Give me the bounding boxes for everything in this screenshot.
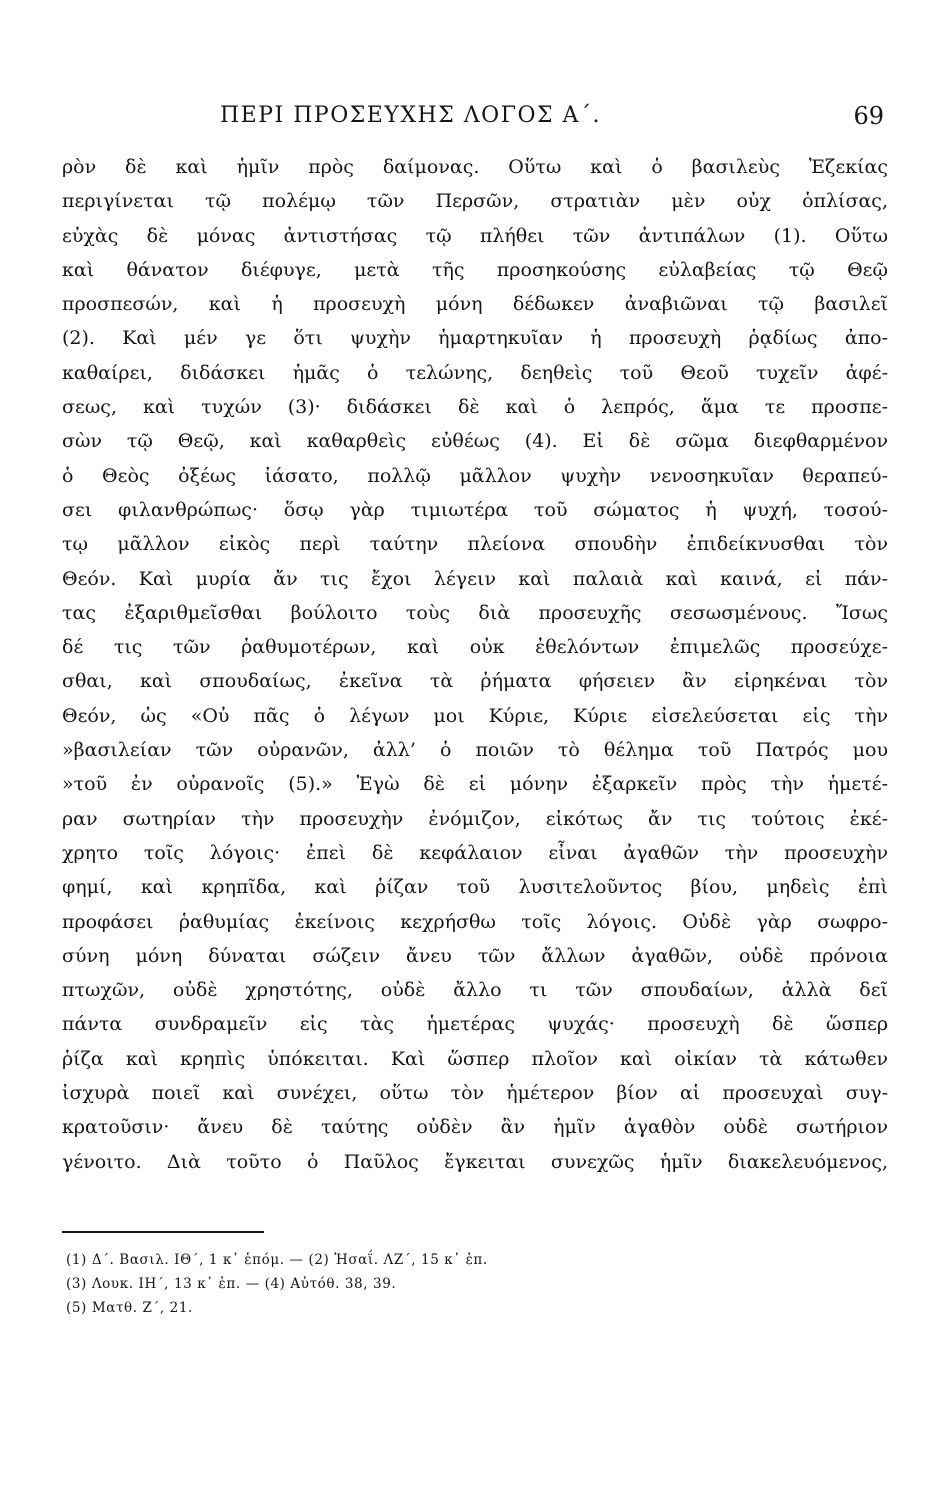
text-line: τῳ μᾶλλον εἰκὸς περὶ ταύτην πλείονα σπουδὴν ἐπιδείκνυσθαι τὸν [62,533,888,556]
text-line: καὶ θάνατον διέφυγε, μετὰ τῆς προσηκούσης εὐλαβείας τῷ Θεῷ [62,258,888,281]
text-line: Θεόν, ὡς «Οὐ πᾶς ὁ λέγων μοι Κύριε, Κύριε εἰσελεύσεται εἰς τὴν [62,704,888,727]
text-line: καθαίρει, διδάσκει ἡμᾶς ὁ τελώνης, δεηθεὶς τοῦ Θεοῦ τυχεῖν ἀφέ- [62,361,888,384]
footnote-separator-rule [62,1231,264,1233]
footnote: (5) Ματθ. Ζ΄, 21. [66,1300,193,1316]
text-line: »βασιλείαν τῶν οὐρανῶν, ἀλλ’ ὁ ποιῶν τὸ θέλημα τοῦ Πατρός μου [62,739,888,762]
text-line: φημί, καὶ κρηπῖδα, καὶ ῥίζαν τοῦ λυσιτελοῦντος βίου, μηδεὶς ἐπὶ [62,876,888,899]
body-text [62,150,888,1179]
text-line: χρητο τοῖς λόγοις· ἐπεὶ δὲ κεφάλαιον εἶναι ἀγαθῶν τὴν προσευχὴν [62,841,888,864]
text-line: περιγίνεται τῷ πολέμῳ τῶν Περσῶν, στρατιὰν μὲν οὐχ ὁπλίσας, [62,190,888,213]
text-line: »τοῦ ἐν οὐρανοῖς (5).» Ἐγὼ δὲ εἰ μόνην ἐξαρκεῖν πρὸς τὴν ἡμετέ- [62,773,888,796]
text-line: πάντα συνδραμεῖν εἰς τὰς ἡμετέρας ψυχάς· προσευχὴ δὲ ὥσπερ [62,1013,888,1036]
text-line: Θεόν. Καὶ μυρία ἄν τις ἔχοι λέγειν καὶ παλαιὰ καὶ καινά, εἰ πάν- [62,567,888,590]
text-line: (2). Καὶ μέν γε ὅτι ψυχὴν ἡμαρτηκυῖαν ἡ προσευχὴ ῥᾳδίως ἀπο- [62,327,888,350]
text-line: σεως, καὶ τυχών (3)· διδάσκει δὲ καὶ ὁ λεπρός, ἅμα τε προσπε- [62,396,888,419]
text-line: σύνη μόνη δύναται σώζειν ἄνευ τῶν ἄλλων ἀγαθῶν, οὐδὲ πρόνοια [62,944,888,967]
page-number: 69 [853,102,884,130]
text-line: τας ἐξαριθμεῖσθαι βούλοιτο τοὺς διὰ προσευχῆς σεσωσμένους. Ἴσως [62,601,888,624]
text-line: δέ τις τῶν ῥαθυμοτέρων, καὶ οὐκ ἐθελόντων ἐπιμελῶς προσεύχε- [62,636,888,659]
footnote: (1) Δ΄. Βασιλ. ΙΘ΄, 1 κ᾽ ἑπόμ. — (2) Ἠσαΐ. ΛΖ΄, 15 κ᾽ ἑπ. [66,1252,488,1268]
text-line: προσπεσών, καὶ ἡ προσευχὴ μόνη δέδωκεν ἀναβιῶναι τῷ βασιλεῖ [62,293,888,316]
text-line: ρὸν δὲ καὶ ἡμῖν πρὸς δαίμονας. Οὕτω καὶ ὁ βασιλεὺς Ἐζεκίας [62,156,888,178]
text-line: εὐχὰς δὲ μόνας ἀντιστήσας τῷ πλήθει τῶν ἀντιπάλων (1). Οὕτω [62,224,888,247]
footnotes [66,1248,766,1320]
text-line: ραν σωτηρίαν τὴν προσευχὴν ἐνόμιζον, εἰκότως ἄν τις τούτοις ἐκέ- [62,807,888,830]
text-line: ὁ Θεὸς ὀξέως ἰάσατο, πολλῷ μᾶλλον ψυχὴν νενοσηκυῖαν θεραπεύ- [62,464,888,487]
text-line: γένοιτο. Διὰ τοῦτο ὁ Παῦλος ἔγκειται συνεχῶς ἡμῖν διακελευόμενος, [62,1150,888,1173]
footnote: (3) Λουκ. ΙΗ΄, 13 κ᾽ ἑπ. — (4) Αὐτόθ. 38, 39. [66,1276,397,1292]
text-line: σει φιλανθρώπως· ὅσῳ γὰρ τιμιωτέρα τοῦ σώματος ἡ ψυχή, τοσού- [62,498,888,521]
text-line: σθαι, καὶ σπουδαίως, ἐκεῖνα τὰ ῥήματα φήσειεν ἂν εἰρηκέναι τὸν [62,670,888,693]
running-head [60,96,888,136]
text-line: ἰσχυρὰ ποιεῖ καὶ συνέχει, οὕτω τὸν ἡμέτερον βίον αἱ προσευχαὶ συγ- [62,1082,888,1105]
text-line: πτωχῶν, οὐδὲ χρηστότης, οὐδὲ ἄλλο τι τῶν σπουδαίων, ἀλλὰ δεῖ [62,979,888,1002]
running-title: ΠΕΡΙ ΠΡΟΣΕΥΧΗΣ ΛΟΓΟΣ Α΄. [220,103,601,128]
text-line: σὼν τῷ Θεῷ, καὶ καθαρθεὶς εὐθέως (4). Εἰ δὲ σῶμα διεφθαρμένον [62,430,888,453]
text-line: ῥίζα καὶ κρηπὶς ὑπόκειται. Καὶ ὥσπερ πλοῖον καὶ οἰκίαν τὰ κάτωθεν [62,1047,888,1070]
text-line: κρατοῦσιν· ἄνευ δὲ ταύτης οὐδὲν ἂν ἡμῖν ἀγαθὸν οὐδὲ σωτήριον [62,1116,888,1139]
text-line: προφάσει ῥαθυμίας ἐκείνοις κεχρήσθω τοῖς λόγοις. Οὐδὲ γὰρ σωφρο- [62,910,888,933]
